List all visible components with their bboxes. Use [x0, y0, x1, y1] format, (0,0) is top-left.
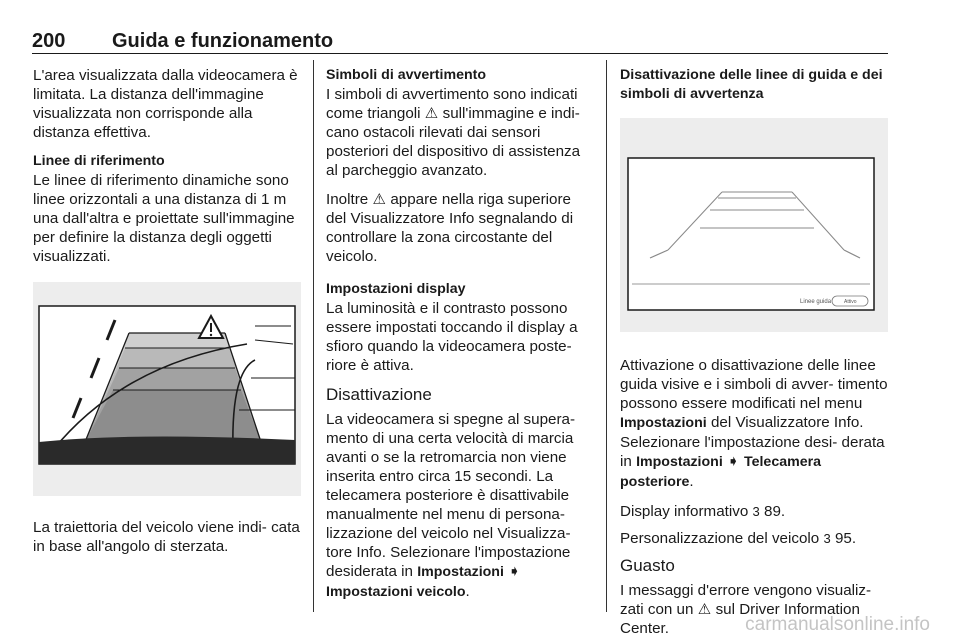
fault-heading: Guasto: [620, 556, 675, 575]
screen-label: Linee guida: [800, 299, 832, 305]
page-header: [32, 30, 888, 52]
warning-triangle-icon: ⚠: [372, 191, 387, 208]
disable-guidelines-heading: Disattivazione delle linee di guida e dei simboli di avvertenza: [620, 67, 883, 102]
menu-arrow-icon: ➧: [508, 563, 521, 580]
column-divider-1: [313, 60, 314, 612]
warning-symbols-paragraph: I simboli di avvertimento sono indicati come triangoli ⚠ sull'immagine e indi- cano ostacoli rilevati dai sensori posteriori del dispositivo di assistenza al parcheggio avanzato.: [326, 86, 581, 179]
vehicle-personalization-reference: Personalizzazione del veicolo 3 95.: [620, 530, 857, 547]
camera-trajectory-illustration: [33, 282, 301, 496]
deactivation-paragraph: La videocamera si spegne al supera- mento di una certa velocità di marcia avanti o se la retromarcia non viene inserita entro circa 15 secondi. La telecamera posteriore è disattivabile manualmente nel menu di persona- lizzazione del veicolo nel Visualizza- tore Info. Selezionare l'impostazione desiderata in Impostazioni ➧ Impostazioni veicolo.: [326, 411, 576, 600]
inoltre-paragraph: Inoltre ⚠ appare nella riga superiore del Visualizzatore Info segnalando di controllare la zona circostante del veicolo.: [326, 191, 574, 265]
page-number: 200: [32, 30, 66, 52]
watermark: carmanualsonline.info: [745, 614, 930, 635]
camera-trajectory-figure: [33, 282, 301, 496]
menu-arrow-icon: ➧: [727, 453, 740, 470]
guidelines-screen-figure: [620, 118, 888, 332]
column-1: [33, 66, 301, 566]
column-divider-2: [606, 60, 607, 612]
deactivation-heading: Disattivazione: [326, 385, 432, 404]
settings-menu-label: Impostazioni: [620, 415, 707, 431]
screen-toggle-label: Attivo: [844, 299, 857, 305]
rear-camera-menu-label: Telecamera posteriore: [620, 454, 822, 490]
settings-menu-label: Impostazioni: [417, 564, 504, 580]
page-reference-icon: 3: [823, 531, 831, 546]
display-settings-paragraph: La luminosità e il contrasto possono essere impostati toccando il display a sfioro quando la videocamera poste- riore è attiva.: [326, 300, 578, 374]
column-2: [326, 66, 594, 612]
display-settings-heading: Impostazioni display: [326, 281, 466, 297]
guidelines-screen-illustration: [620, 118, 882, 332]
vehicle-settings-menu-label: Impostazioni veicolo: [326, 584, 466, 600]
column-3: [620, 66, 888, 642]
activation-paragraph: Attivazione o disattivazione delle linee guida visive e i simboli di avver- timento possono essere modificati nel menu Impostazioni del Visualizzatore Info. Selezionare l'impostazione desi- derata in Impostazioni ➧ Telecamera posteriore.: [620, 357, 888, 490]
reference-lines-heading: Linee di riferimento: [33, 153, 165, 169]
header-rule: [32, 53, 888, 54]
warning-symbols-heading: Simboli di avvertimento: [326, 67, 487, 83]
warning-triangle-icon: ⚠: [424, 105, 439, 122]
fault-paragraph: I messaggi d'errore vengono visualiz- zati con un ⚠ sul Driver Information Center.: [620, 582, 872, 637]
reference-lines-paragraph: Le linee di riferimento dinamiche sono linee orizzontali a una distanza di 1 m una dall'altra e proiettate sull'immagine per definire la distanza degli oggetti visualizzati.: [33, 172, 295, 265]
section-title: Guida e funzionamento: [112, 30, 334, 52]
settings-menu-label-2: Impostazioni: [636, 454, 723, 470]
page-reference-icon: 3: [752, 504, 760, 519]
intro-paragraph: L'area visualizzata dalla videocamera è limitata. La distanza dell'immagine visualizzata non corrisponde alla distanza effettiva.: [33, 67, 298, 141]
info-display-reference: Display informativo 3 89.: [620, 503, 786, 520]
warning-triangle-icon: ⚠: [697, 601, 712, 618]
figure-caption: La traiettoria del veicolo viene indi- cata in base all'angolo di sterzata.: [33, 519, 300, 555]
